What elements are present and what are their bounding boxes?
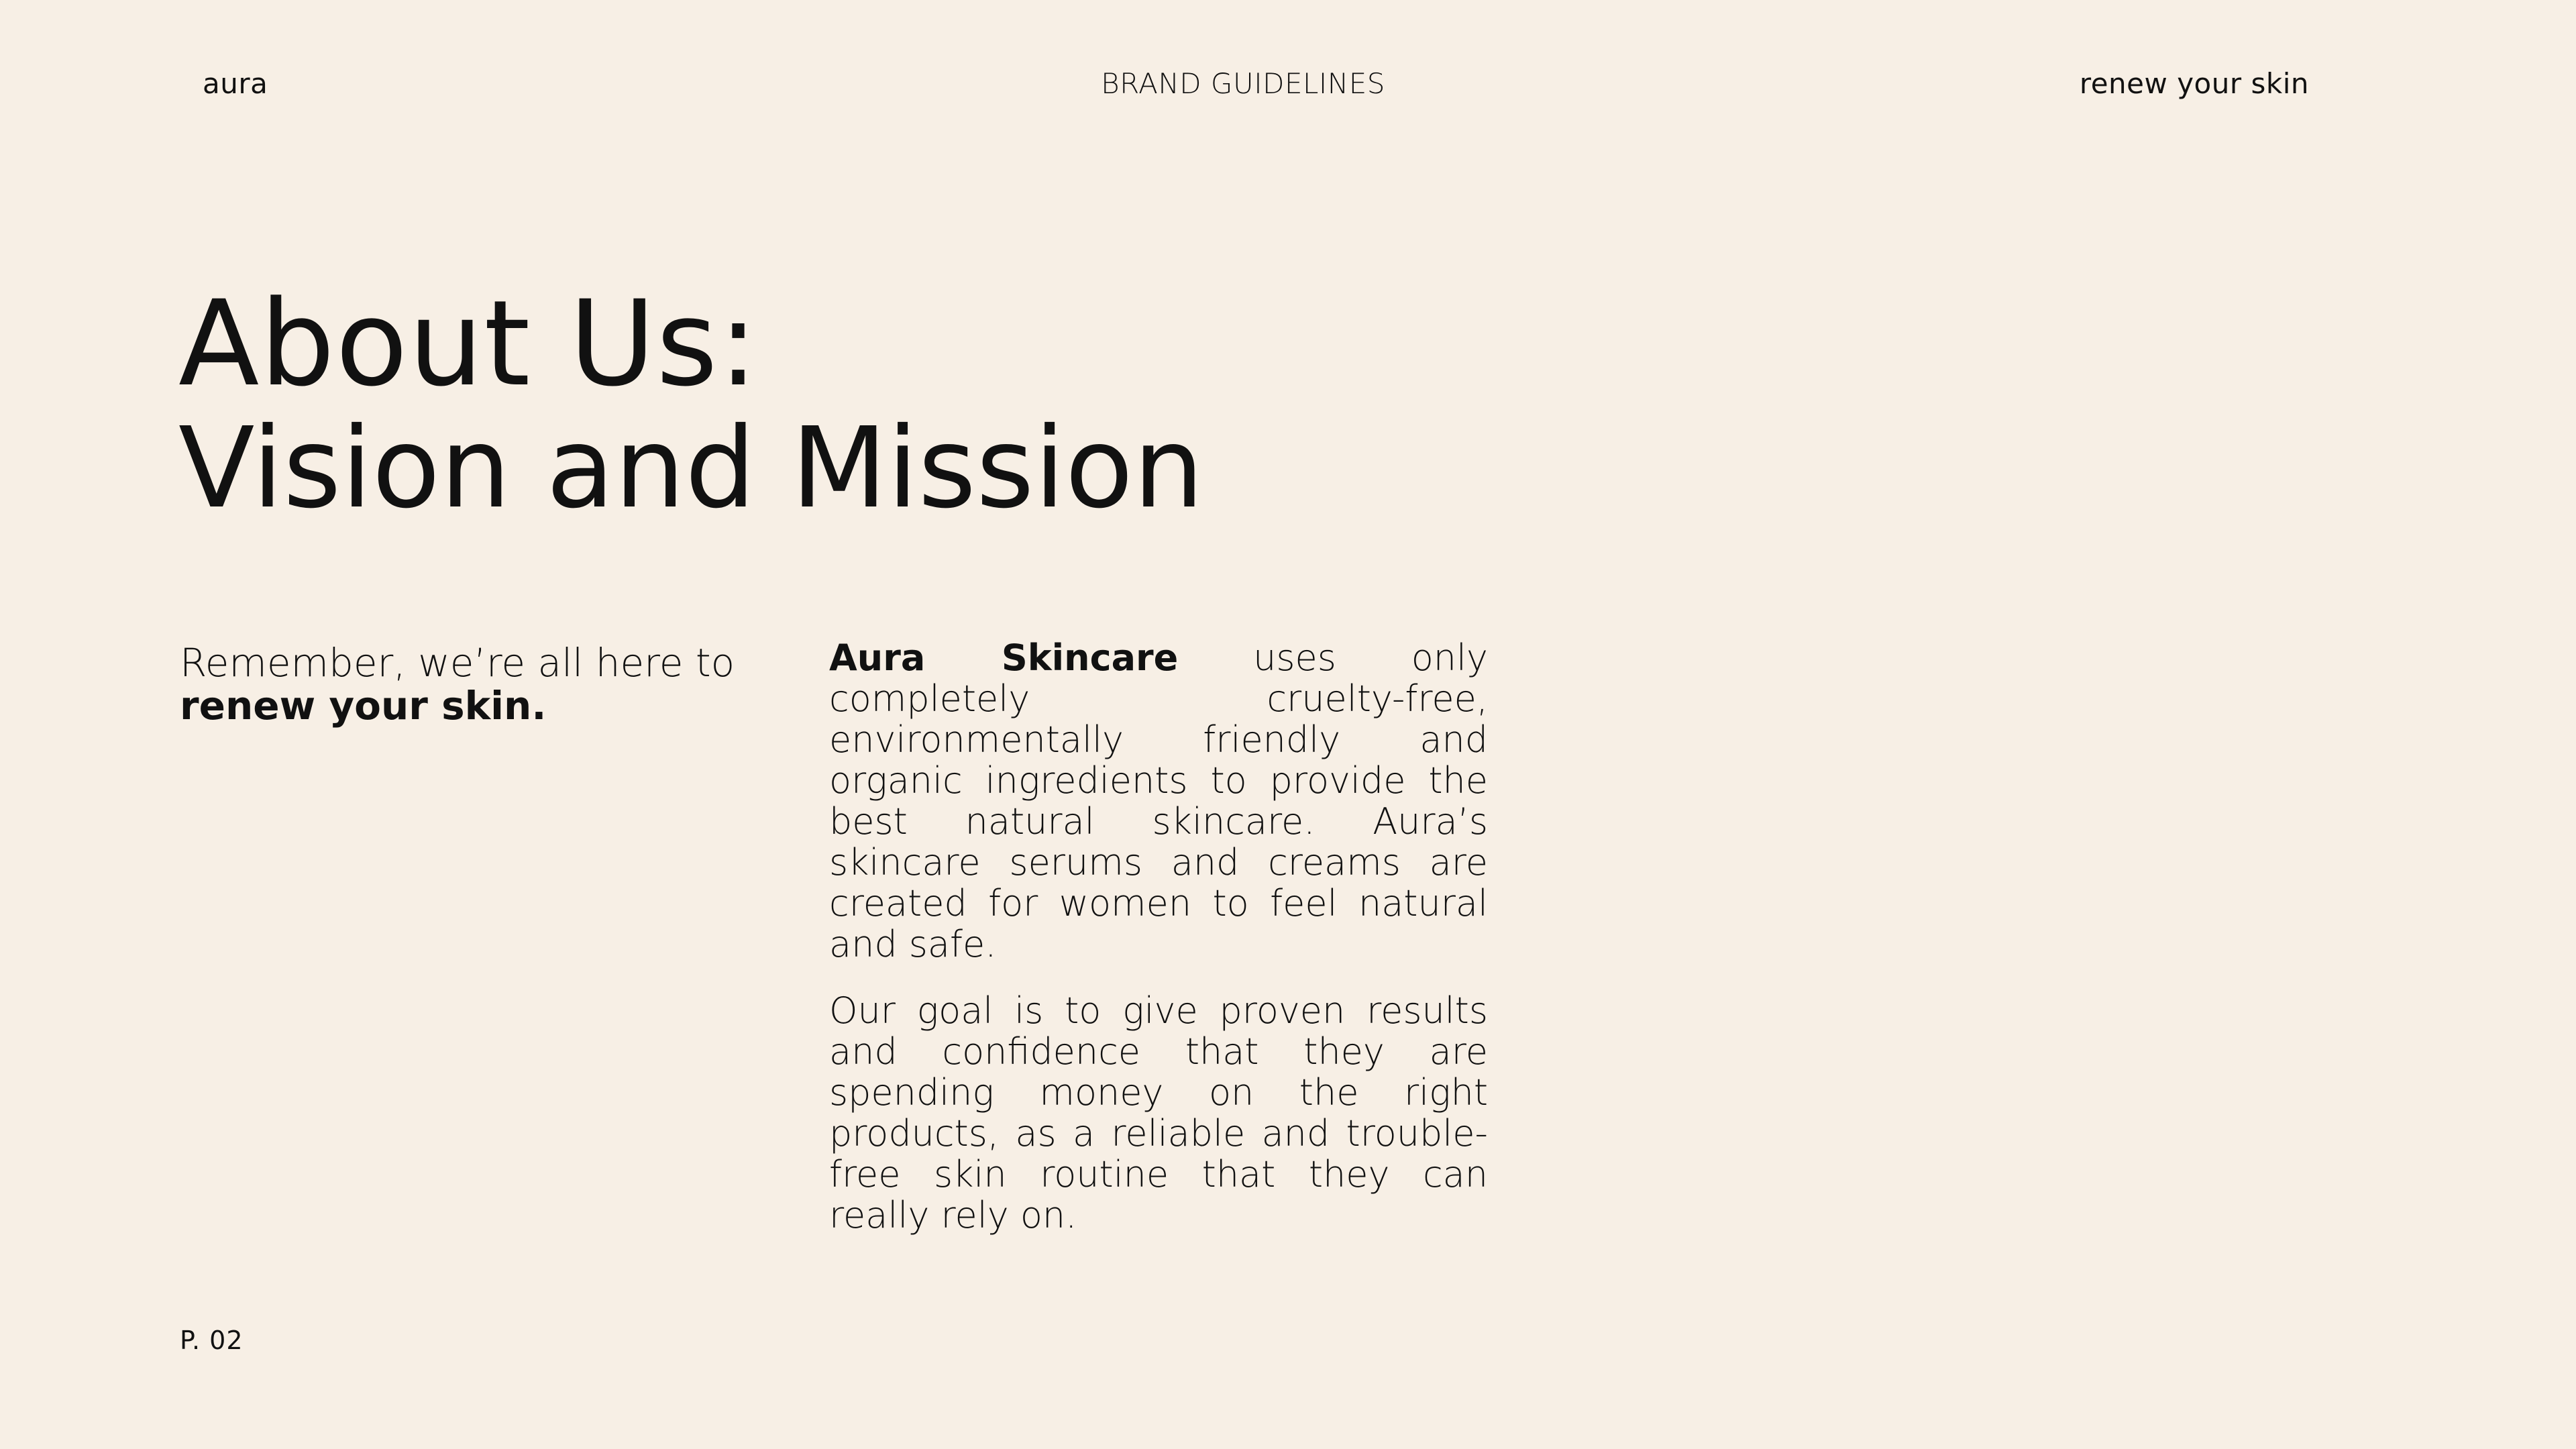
page-title bbox=[178, 275, 1204, 533]
page-title-line-1: About Us: bbox=[178, 275, 759, 413]
page-title-line-2: Vision and Mission bbox=[178, 404, 1204, 533]
vision-paragraph bbox=[829, 637, 1488, 965]
header-tagline: renew your skin bbox=[2079, 67, 2309, 100]
vision-paragraph-text: uses only completely cruelty-free, environmentally friendly and organic ingredients to provide the best natural skincare. Aura’s skincare serums and creams are created for women to feel natural and safe. bbox=[829, 637, 1488, 965]
mission-paragraph: Our goal is to give proven results and confidence that they are spending money on the right products, as a reliable and trouble-free skin routine that they can really rely on. bbox=[829, 989, 1488, 1236]
page-number: P. 02 bbox=[180, 1326, 244, 1355]
intro-line-2: renew your skin. bbox=[180, 683, 547, 729]
intro-statement bbox=[180, 641, 735, 727]
brand-logo-text: aura bbox=[203, 67, 268, 100]
section-title: BRAND GUIDELINES bbox=[1101, 67, 1385, 100]
intro-line-1: Remember, we’re all here to bbox=[180, 640, 735, 686]
brand-name: Aura Skincare bbox=[829, 637, 1179, 679]
body-text-column bbox=[829, 637, 1488, 1261]
